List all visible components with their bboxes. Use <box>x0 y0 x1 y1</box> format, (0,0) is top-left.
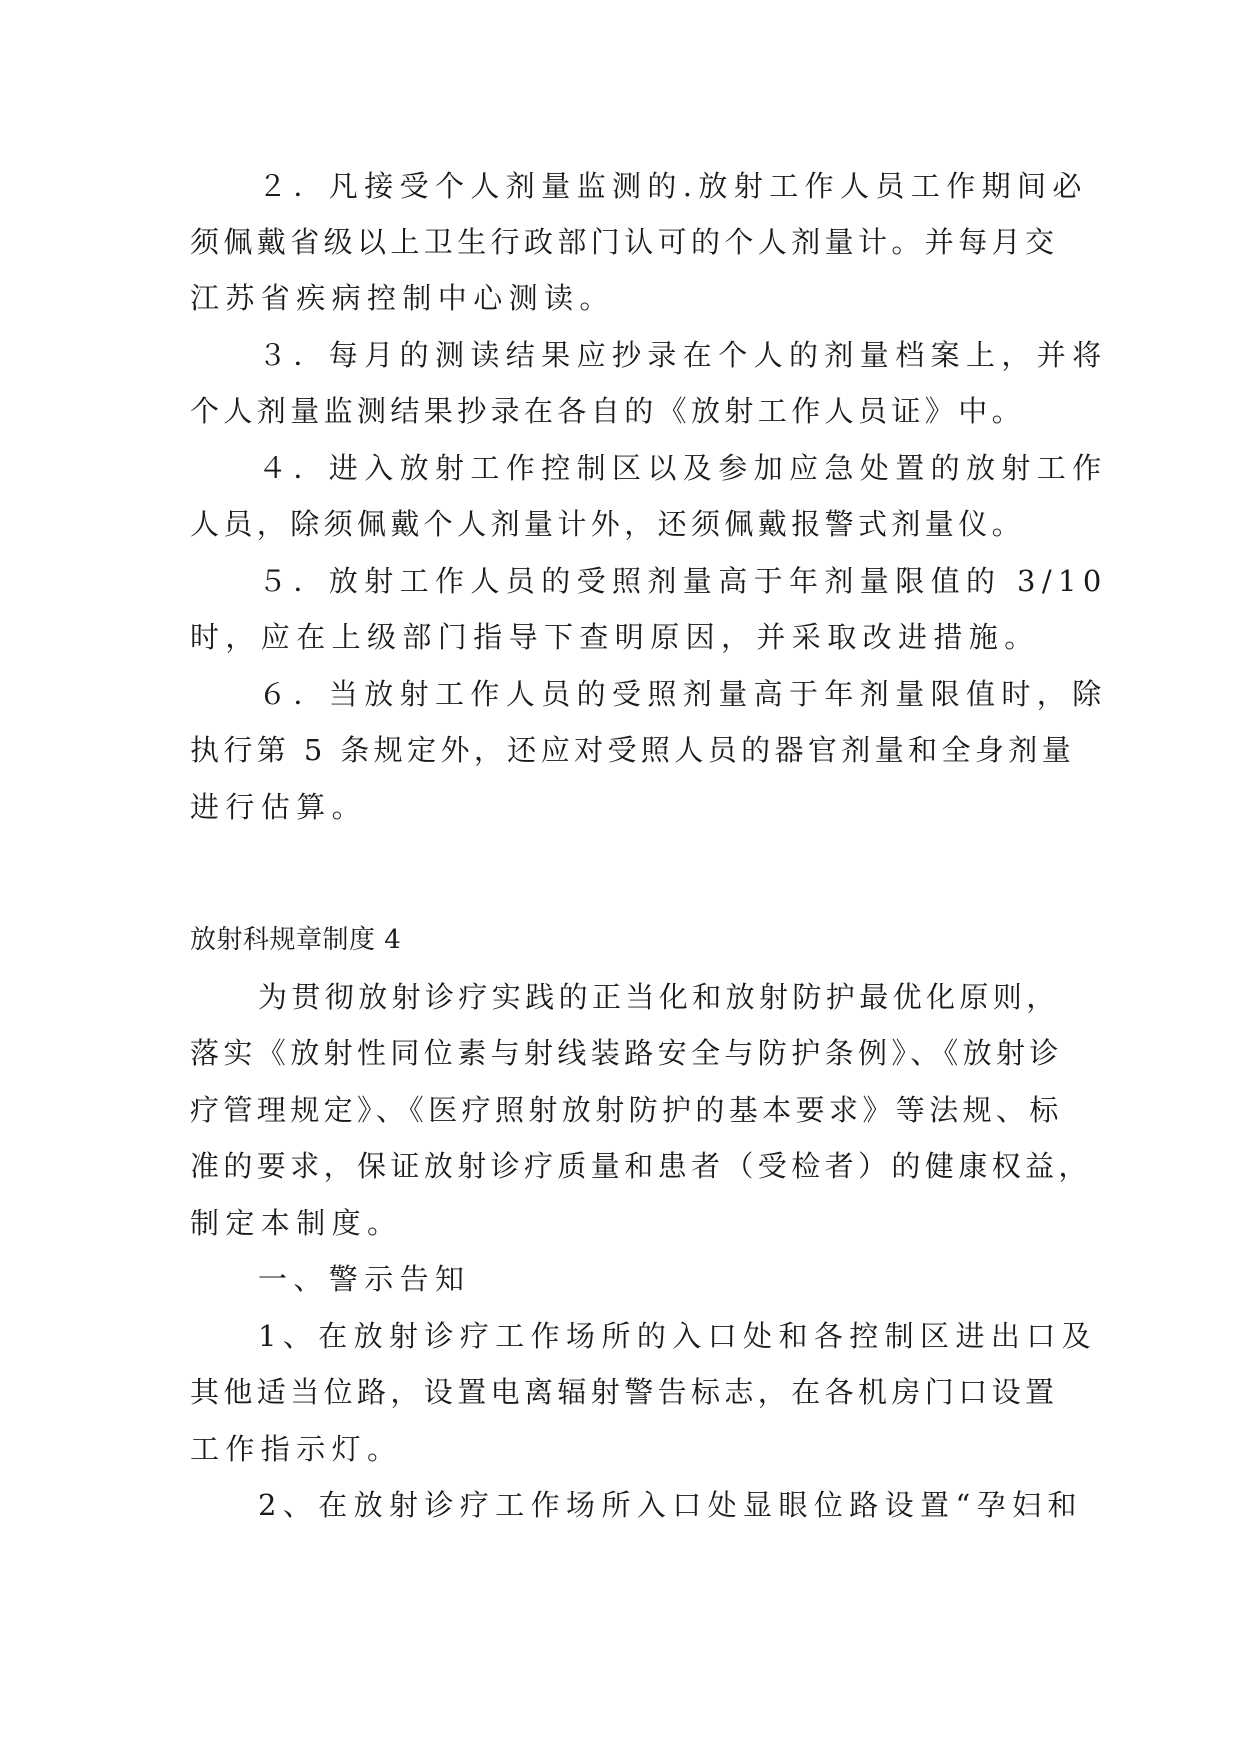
paragraph-5-line-1: ５．放射工作人员的受照剂量高于年剂量限值的 3/10 <box>258 564 1108 598</box>
section-heading: 放射科规章制度 4 <box>190 925 402 955</box>
paragraph-6-line-1: ６．当放射工作人员的受照剂量高于年剂量限值时，除 <box>258 677 1108 711</box>
item-1-line-3: 工作指示灯。 <box>190 1432 403 1466</box>
paragraph-4-line-1: ４．进入放射工作控制区以及参加应急处置的放射工作 <box>258 451 1108 485</box>
paragraph-6-line-2: 执行第 5 条规定外，还应对受照人员的器官剂量和全身剂量 <box>190 733 1076 767</box>
item-1-line-1: 1、在放射诊疗工作场所的入口处和各控制区进出口及 <box>258 1319 1098 1353</box>
intro-line-2: 落实《放射性同位素与射线装路安全与防护条例》、《放射诊 <box>190 1036 1063 1070</box>
paragraph-2-line-2: 须佩戴省级以上卫生行政部门认可的个人剂量计。并每月交 <box>190 225 1059 259</box>
subsection-heading: 一、警示告知 <box>258 1262 471 1296</box>
intro-line-3: 疗管理规定》、《医疗照射放射防护的基本要求》等法规、标 <box>190 1093 1063 1127</box>
paragraph-5-line-2: 时，应在上级部门指导下查明原因，并采取改进措施。 <box>190 620 1040 654</box>
paragraph-3-line-2: 个人剂量监测结果抄录在各自的《放射工作人员证》中。 <box>190 394 1026 428</box>
paragraph-3-line-1: ３．每月的测读结果应抄录在个人的剂量档案上，并将 <box>258 338 1108 372</box>
item-2-line-1: 2、在放射诊疗工作场所入口处显眼位路设置“孕妇和 <box>258 1488 1083 1522</box>
paragraph-2-line-3: 江苏省疾病控制中心测读。 <box>190 281 615 315</box>
item-1-line-2: 其他适当位路，设置电离辐射警告标志，在各机房门口设置 <box>190 1375 1059 1409</box>
paragraph-6-line-3: 进行估算。 <box>190 790 368 824</box>
intro-line-4: 准的要求，保证放射诊疗质量和患者（受检者）的健康权益， <box>190 1149 1092 1183</box>
intro-line-1: 为贯彻放射诊疗实践的正当化和放射防护最优化原则， <box>258 980 1060 1014</box>
paragraph-4-line-2: 人员，除须佩戴个人剂量计外，还须佩戴报警式剂量仪。 <box>190 507 1026 541</box>
paragraph-2-line-1: ２．凡接受个人剂量监测的.放射工作人员工作期间必 <box>258 169 1088 203</box>
intro-line-5: 制定本制度。 <box>190 1206 403 1240</box>
